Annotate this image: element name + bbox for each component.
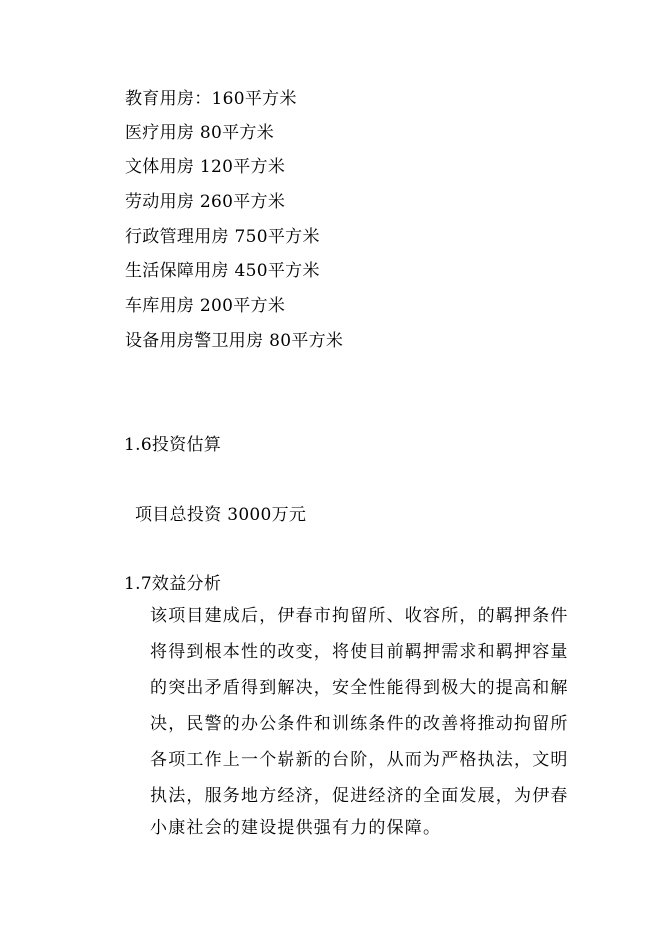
paragraph-line: 将得到根本性的改变，将使目前羁押需求和羁押容量	[150, 642, 569, 662]
area-item-living-support: 生活保障用房 450平方米	[125, 261, 320, 281]
paragraph-line: 该项目建成后，伊春市拘留所、收容所，的羁押条件	[150, 606, 569, 626]
paragraph-line: 各项工作上一个崭新的台阶，从而为严格执法，文明	[150, 750, 569, 770]
area-item-labor: 劳动用房 260平方米	[125, 192, 286, 212]
area-item-culture-sports: 文体用房 120平方米	[125, 157, 286, 177]
paragraph-line: 执法，服务地方经济，促进经济的全面发展，为伊春	[150, 786, 569, 806]
paragraph-line: 的突出矛盾得到解决，安全性能得到极大的提高和解	[150, 678, 569, 698]
area-item-garage: 车库用房 200平方米	[125, 296, 286, 316]
paragraph-line: 决，民警的办公条件和训练条件的改善将推动拘留所	[150, 714, 569, 734]
area-item-equipment-guard: 设备用房警卫用房 80平方米	[125, 331, 344, 351]
area-item-education: 教育用房：160平方米	[125, 89, 297, 109]
area-item-medical: 医疗用房 80平方米	[125, 123, 275, 143]
area-item-administration: 行政管理用房 750平方米	[125, 227, 320, 247]
investment-total: 项目总投资 3000万元	[135, 505, 307, 525]
investment-heading: 1.6投资估算	[124, 435, 222, 455]
paragraph-line: 小康社会的建设提供强有力的保障。	[150, 818, 442, 838]
benefit-heading: 1.7效益分析	[124, 574, 222, 594]
